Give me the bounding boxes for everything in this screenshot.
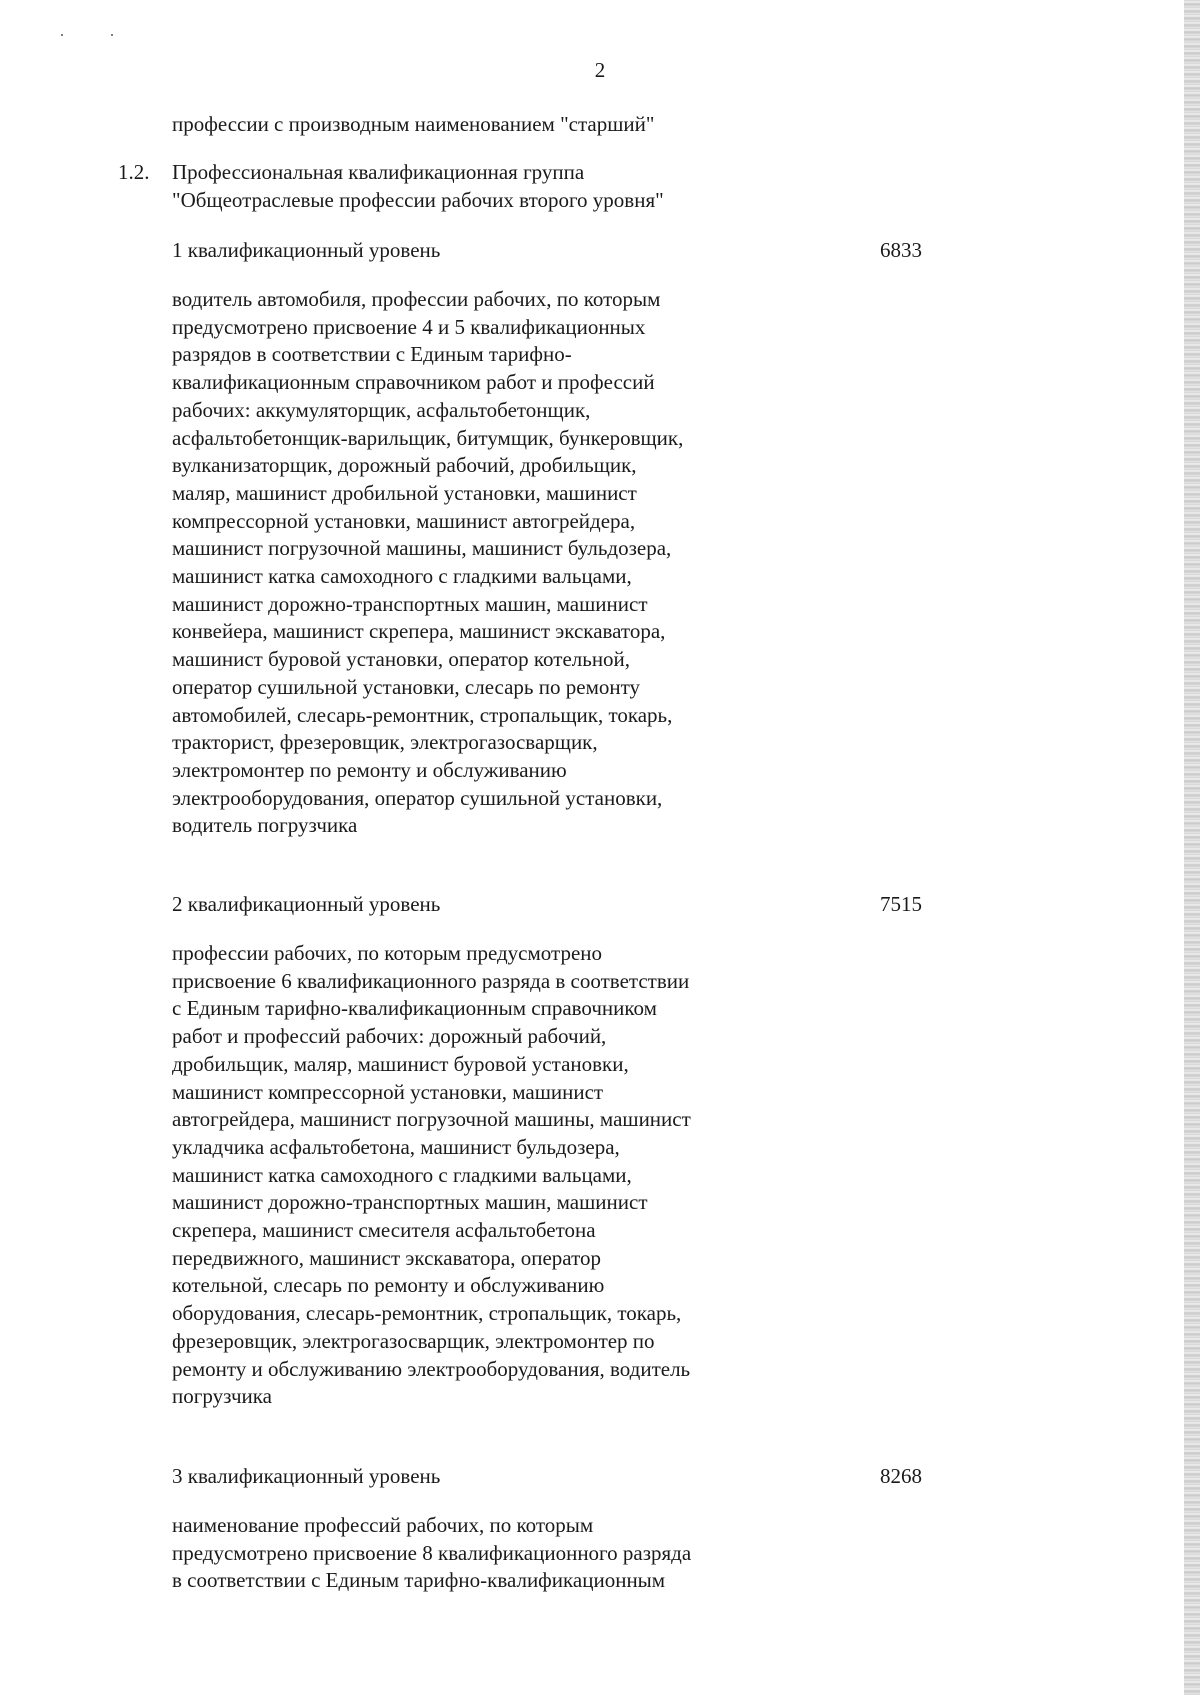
description-line: передвижного, машинист экскаватора, оператор — [172, 1245, 601, 1270]
level-description — [172, 940, 792, 1411]
description-line: с Единым тарифно-квалификационным справочником — [172, 996, 657, 1021]
description-line: машинист погрузочной машины, машинист бульдозера, — [172, 536, 672, 561]
description-line: асфальтобетонщик-варильщик, битумщик, бункеровщик, — [172, 425, 684, 450]
scan-speck — [61, 34, 63, 36]
description-line: наименование профессий рабочих, по которым — [172, 1513, 594, 1537]
description-line: присвоение 6 квалификационного разряда в соответствии — [172, 968, 690, 993]
description-line: скрепера, машинист смесителя асфальтобетона — [172, 1218, 596, 1243]
description-line: оборудования, слесарь-ремонтник, стропальщик, токарь, — [172, 1301, 682, 1326]
description-line: автомобилей, слесарь-ремонтник, стропальщик, токарь, — [172, 702, 673, 727]
level-value: 8268 — [880, 1464, 922, 1488]
description-line: предусмотрено присвоение 4 и 5 квалификационных — [172, 314, 646, 339]
description-line: компрессорной установки, машинист автогрейдера, — [172, 508, 636, 533]
level-label: 3 квалификационный уровень — [172, 1464, 441, 1488]
description-line: электрооборудования, оператор сушильной установки, — [172, 785, 663, 810]
description-line: квалификационным справочником работ и профессий — [172, 370, 655, 395]
page-number: 2 — [594, 58, 606, 82]
description-line: оператор сушильной установки, слесарь по ремонту — [172, 674, 640, 699]
level-description — [172, 286, 792, 840]
description-line: профессии рабочих, по которым предусмотрено — [172, 941, 603, 965]
level-description — [172, 1512, 792, 1595]
description-line: фрезеровщик, электрогазосварщик, электромонтер по — [172, 1328, 655, 1353]
description-line: машинист катка самоходного с гладкими вальцами, — [172, 564, 632, 589]
description-line: водитель автомобиля, профессии рабочих, по которым — [172, 287, 661, 311]
description-line: разрядов в соответствии с Единым тарифно- — [172, 342, 572, 367]
description-line: маляр, машинист дробильной установки, машинист — [172, 480, 637, 505]
description-line: котельной, слесарь по ремонту и обслуживанию — [172, 1273, 605, 1298]
description-line: укладчика асфальтобетона, машинист бульдозера, — [172, 1134, 620, 1159]
level-value: 7515 — [880, 892, 922, 916]
lead-line: профессии с производным наименованием "старший" — [172, 112, 655, 136]
description-line: в соответствии с Единым тарифно-квалификационным — [172, 1568, 666, 1593]
description-line: работ и профессий рабочих: дорожный рабочий, — [172, 1024, 607, 1049]
description-line: тракторист, фрезеровщик, электрогазосварщик, — [172, 730, 598, 755]
level-label: 1 квалификационный уровень — [172, 238, 441, 262]
level-label: 2 квалификационный уровень — [172, 892, 441, 916]
description-line: погрузчика — [172, 1384, 272, 1409]
description-line: машинист дорожно-транспортных машин, машинист — [172, 591, 648, 616]
description-line: машинист катка самоходного с гладкими вальцами, — [172, 1162, 632, 1187]
description-line: конвейера, машинист скрепера, машинист экскаватора, — [172, 619, 666, 644]
description-line: машинист дорожно-транспортных машин, машинист — [172, 1190, 648, 1215]
section-title-line: Профессиональная квалификационная группа — [172, 160, 585, 184]
description-line: электромонтер по ремонту и обслуживанию — [172, 757, 567, 782]
description-line: автогрейдера, машинист погрузочной машины, машинист — [172, 1107, 691, 1132]
description-line: дробильщик, маляр, машинист буровой установки, — [172, 1051, 629, 1076]
section-title-line: "Общеотраслевые профессии рабочих второго уровня" — [172, 188, 664, 212]
level-value: 6833 — [880, 238, 922, 262]
scan-edge — [1184, 0, 1200, 1695]
description-line: ремонту и обслуживанию электрооборудования, водитель — [172, 1356, 691, 1381]
scan-speck — [111, 34, 113, 36]
description-line: предусмотрено присвоение 8 квалификационного разряда — [172, 1540, 692, 1565]
section-number: 1.2. — [118, 160, 150, 184]
description-line: рабочих: аккумуляторщик, асфальтобетонщик, — [172, 397, 591, 422]
description-line: машинист компрессорной установки, машинист — [172, 1079, 604, 1104]
description-line: машинист буровой установки, оператор котельной, — [172, 647, 631, 672]
description-line: вулканизаторщик, дорожный рабочий, дробильщик, — [172, 453, 637, 478]
description-line: водитель погрузчика — [172, 813, 358, 838]
